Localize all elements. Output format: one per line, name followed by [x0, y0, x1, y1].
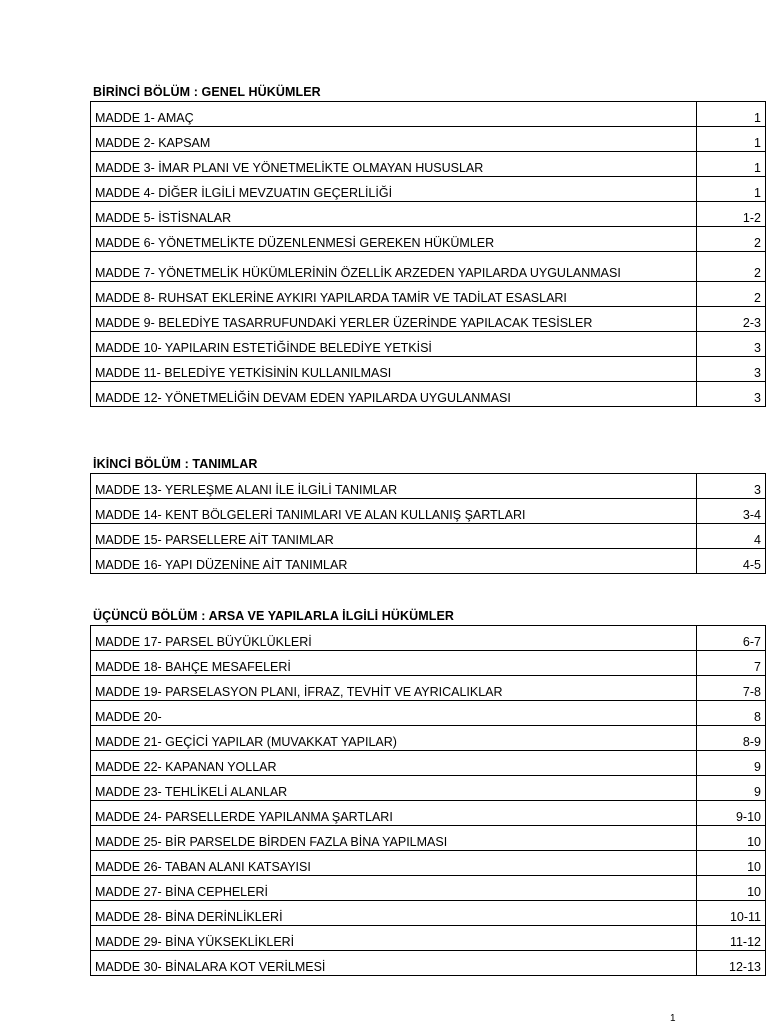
- toc-entry-title: MADDE 13- YERLEŞME ALANI İLE İLGİLİ TANIMLAR: [91, 474, 697, 499]
- toc-row: [91, 227, 766, 252]
- toc-entry-page: 1: [697, 152, 766, 177]
- toc-row: [91, 951, 766, 976]
- toc-entry-page: 3-4: [697, 499, 766, 524]
- toc-entry-page: 6-7: [697, 626, 766, 651]
- toc-row: [91, 102, 766, 127]
- toc-entry-page: 10-11: [697, 901, 766, 926]
- toc-row: [91, 524, 766, 549]
- section-heading: BİRİNCİ BÖLÜM : GENEL HÜKÜMLER: [93, 85, 321, 99]
- toc-entry-page: 8: [697, 701, 766, 726]
- toc-entry-page: 11-12: [697, 926, 766, 951]
- page-number: 1: [670, 1013, 676, 1024]
- toc-entry-page: 1-2: [697, 202, 766, 227]
- toc-entry-page: 1: [697, 177, 766, 202]
- toc-entry-page: 3: [697, 357, 766, 382]
- toc-entry-page: 7: [697, 651, 766, 676]
- toc-table: [90, 473, 766, 574]
- toc-entry-title: MADDE 27- BİNA CEPHELERİ: [91, 876, 697, 901]
- toc-entry-title: MADDE 6- YÖNETMELİKTE DÜZENLENMESİ GEREKEN HÜKÜMLER: [91, 227, 697, 252]
- toc-row: [91, 926, 766, 951]
- toc-row: [91, 252, 766, 282]
- section-heading: İKİNCİ BÖLÜM : TANIMLAR: [93, 457, 258, 471]
- toc-row: [91, 826, 766, 851]
- toc-row: [91, 382, 766, 407]
- toc-row: [91, 801, 766, 826]
- toc-entry-page: 4: [697, 524, 766, 549]
- toc-entry-title: MADDE 5- İSTİSNALAR: [91, 202, 697, 227]
- toc-entry-title: MADDE 1- AMAÇ: [91, 102, 697, 127]
- toc-entry-page: 10: [697, 876, 766, 901]
- toc-row: [91, 152, 766, 177]
- toc-row: [91, 127, 766, 152]
- section-heading: ÜÇÜNCÜ BÖLÜM : ARSA VE YAPILARLA İLGİLİ HÜKÜMLER: [93, 609, 455, 623]
- toc-table: [90, 101, 766, 407]
- toc-entry-title: MADDE 11- BELEDİYE YETKİSİNİN KULLANILMASI: [91, 357, 697, 382]
- toc-entry-page: 12-13: [697, 951, 766, 976]
- toc-row: [91, 876, 766, 901]
- toc-entry-title: MADDE 10- YAPILARIN ESTETİĞİNDE BELEDİYE YETKİSİ: [91, 332, 697, 357]
- toc-row: [91, 332, 766, 357]
- toc-entry-title: MADDE 9- BELEDİYE TASARRUFUNDAKİ YERLER ÜZERİNDE YAPILACAK TESİSLER: [91, 307, 697, 332]
- toc-entry-page: 1: [697, 102, 766, 127]
- toc-entry-title: MADDE 25- BİR PARSELDE BİRDEN FAZLA BİNA YAPILMASI: [91, 826, 697, 851]
- toc-entry-page: 9-10: [697, 801, 766, 826]
- toc-entry-page: 1: [697, 127, 766, 152]
- toc-entry-title: MADDE 24- PARSELLERDE YAPILANMA ŞARTLARI: [91, 801, 697, 826]
- toc-entry-title: MADDE 14- KENT BÖLGELERİ TANIMLARI VE ALAN KULLANIŞ ŞARTLARI: [91, 499, 697, 524]
- toc-row: [91, 901, 766, 926]
- toc-entry-page: 9: [697, 751, 766, 776]
- toc-entry-title: MADDE 28- BİNA DERİNLİKLERİ: [91, 901, 697, 926]
- toc-row: [91, 177, 766, 202]
- toc-row: [91, 726, 766, 751]
- toc-row: [91, 282, 766, 307]
- toc-entry-title: MADDE 3- İMAR PLANI VE YÖNETMELİKTE OLMAYAN HUSUSLAR: [91, 152, 697, 177]
- toc-row: [91, 357, 766, 382]
- toc-entry-page: 10: [697, 851, 766, 876]
- toc-entry-title: MADDE 21- GEÇİCİ YAPILAR (MUVAKKAT YAPILAR): [91, 726, 697, 751]
- toc-entry-title: MADDE 15- PARSELLERE AİT TANIMLAR: [91, 524, 697, 549]
- toc-row: [91, 701, 766, 726]
- toc-entry-page: 2: [697, 282, 766, 307]
- toc-row: [91, 474, 766, 499]
- toc-row: [91, 676, 766, 701]
- toc-entry-title: MADDE 2- KAPSAM: [91, 127, 697, 152]
- toc-entry-title: MADDE 30- BİNALARA KOT VERİLMESİ: [91, 951, 697, 976]
- toc-row: [91, 626, 766, 651]
- toc-entry-title: MADDE 20-: [91, 701, 697, 726]
- toc-entry-page: 9: [697, 776, 766, 801]
- toc-entry-title: MADDE 29- BİNA YÜKSEKLİKLERİ: [91, 926, 697, 951]
- toc-entry-title: MADDE 16- YAPI DÜZENİNE AİT TANIMLAR: [91, 549, 697, 574]
- toc-entry-page: 7-8: [697, 676, 766, 701]
- toc-entry-page: 3: [697, 474, 766, 499]
- toc-entry-title: MADDE 12- YÖNETMELİĞİN DEVAM EDEN YAPILARDA UYGULANMASI: [91, 382, 697, 407]
- toc-entry-title: MADDE 19- PARSELASYON PLANI, İFRAZ, TEVHİT VE AYRICALIKLAR: [91, 676, 697, 701]
- toc-entry-page: 3: [697, 332, 766, 357]
- toc-entry-page: 2: [697, 252, 766, 282]
- toc-entry-title: MADDE 8- RUHSAT EKLERİNE AYKIRI YAPILARDA TAMİR VE TADİLAT ESASLARI: [91, 282, 697, 307]
- toc-row: [91, 751, 766, 776]
- toc-row: [91, 776, 766, 801]
- toc-row: [91, 851, 766, 876]
- toc-row: [91, 202, 766, 227]
- toc-row: [91, 307, 766, 332]
- toc-entry-title: MADDE 26- TABAN ALANI KATSAYISI: [91, 851, 697, 876]
- toc-entry-page: 3: [697, 382, 766, 407]
- toc-entry-title: MADDE 7- YÖNETMELİK HÜKÜMLERİNİN ÖZELLİK ARZEDEN YAPILARDA UYGULANMASI: [91, 252, 697, 282]
- toc-row: [91, 549, 766, 574]
- toc-entry-page: 10: [697, 826, 766, 851]
- toc-entry-title: MADDE 18- BAHÇE MESAFELERİ: [91, 651, 697, 676]
- toc-entry-title: MADDE 4- DİĞER İLGİLİ MEVZUATIN GEÇERLİLİĞİ: [91, 177, 697, 202]
- toc-entry-page: 8-9: [697, 726, 766, 751]
- toc-row: [91, 651, 766, 676]
- toc-row: [91, 499, 766, 524]
- toc-entry-page: 4-5: [697, 549, 766, 574]
- toc-entry-page: 2-3: [697, 307, 766, 332]
- toc-entry-title: MADDE 23- TEHLİKELİ ALANLAR: [91, 776, 697, 801]
- toc-table: [90, 625, 766, 976]
- toc-entry-page: 2: [697, 227, 766, 252]
- toc-entry-title: MADDE 22- KAPANAN YOLLAR: [91, 751, 697, 776]
- toc-entry-title: MADDE 17- PARSEL BÜYÜKLÜKLERİ: [91, 626, 697, 651]
